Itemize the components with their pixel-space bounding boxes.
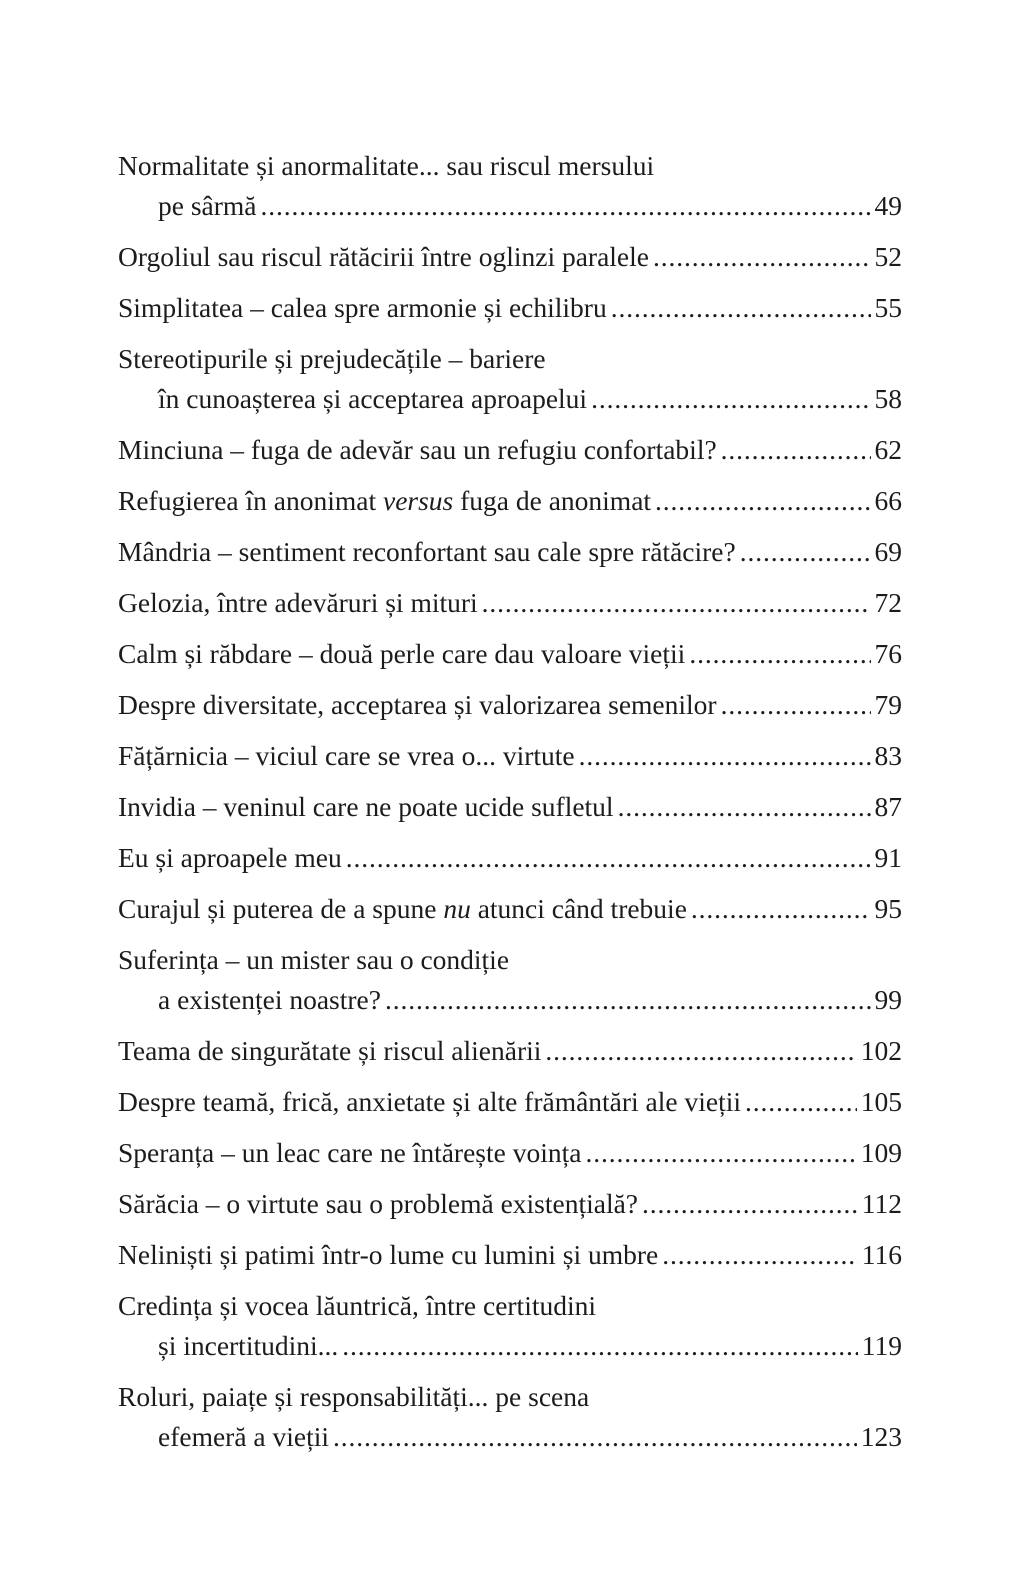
dot-leader (611, 288, 871, 328)
toc-entry-row (118, 288, 902, 328)
toc-entry-title-part: Refugierea în anonimat (118, 485, 383, 516)
toc-entry (118, 481, 902, 521)
dot-leader (342, 1326, 858, 1366)
dot-leader (545, 1031, 856, 1071)
toc-entry-title: Invidia – veninul care ne poate ucide sufletul (118, 791, 614, 822)
toc-page-number: 91 (874, 842, 902, 873)
toc-page-number: 119 (861, 1330, 902, 1361)
toc-page-number: 69 (874, 536, 902, 567)
toc-entry-title: Despre teamă, frică, anxietate și alte frământări ale vieții (118, 1086, 742, 1117)
toc-entry-row (118, 889, 902, 929)
toc-entry-title: a existenței noastre? (158, 984, 381, 1015)
toc-entry-title-italic: versus (382, 485, 454, 516)
toc-entry-title-part: atunci când trebuie (470, 893, 687, 924)
toc-entry-title: Sărăcia – o virtute sau o problemă existențială? (118, 1188, 639, 1219)
toc-entry-row (118, 685, 902, 725)
toc-entry-row (118, 379, 902, 419)
toc-entry-title: în cunoașterea și acceptarea aproapelui (158, 383, 588, 414)
dot-leader (482, 583, 871, 623)
toc-entry-title: Fățărnicia – viciul care se vrea o... virtute (118, 740, 575, 771)
dot-leader (745, 1082, 857, 1122)
toc-entry-row (118, 980, 902, 1020)
toc-page-number: 79 (874, 689, 902, 720)
dot-leader (740, 532, 871, 572)
toc-entry-title: Calm și răbdare – două perle care dau valoare vieții (118, 638, 686, 669)
toc-page-number: 112 (861, 1188, 902, 1219)
toc-entry (118, 1133, 902, 1173)
toc-entry (118, 1286, 902, 1366)
dot-leader (721, 430, 871, 470)
toc-entry-title: efemeră a vieții (158, 1421, 330, 1452)
toc-entry (118, 634, 902, 674)
toc-entry-title: Eu și aproapele meu (118, 842, 342, 873)
toc-page-number: 95 (874, 893, 902, 924)
toc-entry-row (118, 532, 902, 572)
toc-entry-row (118, 186, 902, 226)
dot-leader (691, 889, 871, 929)
toc-entry-title: pe sârmă (158, 190, 257, 221)
toc-page-number: 76 (874, 638, 902, 669)
toc-page-number: 72 (874, 587, 902, 618)
toc-entry-row (118, 1082, 902, 1122)
toc-entry-row (118, 1326, 902, 1366)
dot-leader (721, 685, 871, 725)
dot-leader (618, 787, 871, 827)
toc-entry-title (118, 889, 687, 929)
toc-entry-row (118, 1235, 902, 1275)
toc-entry (118, 787, 902, 827)
dot-leader (261, 186, 871, 226)
toc-entry (118, 532, 902, 572)
toc-entry-row (118, 1031, 902, 1071)
toc-entry (118, 1235, 902, 1275)
toc-entry (118, 1082, 902, 1122)
toc-entry-title-line1: Roluri, paiațe și responsabilități... pe scena (118, 1381, 590, 1412)
toc-entry-title-part: fuga de anonimat (453, 485, 652, 516)
toc-entry-title-line1: Suferința – un mister sau o condiție (118, 944, 510, 975)
toc-entry (118, 583, 902, 623)
toc-entry-title-part: Curajul și puterea de a spune (118, 893, 444, 924)
toc-entry (118, 838, 902, 878)
toc-entry (118, 889, 902, 929)
toc-entry-title: Teama de singurătate și riscul alienării (118, 1035, 542, 1066)
toc-page-number: 123 (860, 1421, 902, 1452)
toc-entry-title: Mândria – sentiment reconfortant sau cale spre rătăcire? (118, 536, 736, 567)
toc-entry-title: Despre diversitate, acceptarea și valorizarea semenilor (118, 689, 717, 720)
dot-leader (585, 1133, 856, 1173)
toc-entry (118, 237, 902, 277)
toc-entry-title: Speranța – un leac care ne întărește voința (118, 1137, 582, 1168)
toc-page-number: 116 (861, 1239, 902, 1270)
toc-entry-title: Neliniști și patimi într-o lume cu lumini și umbre (118, 1239, 659, 1270)
dot-leader (689, 634, 870, 674)
toc-entry-row (118, 1133, 902, 1173)
toc-entry-title-line1: Credința și vocea lăuntrică, între certitudini (118, 1290, 597, 1321)
toc-page-number: 105 (860, 1086, 902, 1117)
toc-entry-row (118, 736, 902, 776)
toc-page-number: 109 (860, 1137, 902, 1168)
toc-entry-row (118, 481, 902, 521)
toc-entry (118, 736, 902, 776)
toc-entry-title: și incertitudini... (158, 1330, 339, 1361)
toc-entry-title-line1: Normalitate și anormalitate... sau riscul mersului (118, 150, 655, 181)
toc-entry-row (118, 583, 902, 623)
toc-entry-row (118, 1417, 902, 1457)
toc-entry-title-italic: nu (443, 893, 471, 924)
toc-page-number: 87 (874, 791, 902, 822)
toc-page-number: 49 (874, 190, 902, 221)
toc-entry-title: Simplitatea – calea spre armonie și echilibru (118, 292, 607, 323)
dot-leader (655, 481, 870, 521)
dot-leader (591, 379, 870, 419)
toc-entry (118, 940, 902, 1020)
toc-entry-row (118, 430, 902, 470)
toc-page-number: 102 (860, 1035, 902, 1066)
toc-entry (118, 146, 902, 226)
toc-page-number: 99 (874, 984, 902, 1015)
toc-entry-title: Orgoliul sau riscul rătăcirii între oglinzi paralele (118, 241, 649, 272)
toc-entry (118, 1184, 902, 1224)
toc-entry-row (118, 1184, 902, 1224)
dot-leader (642, 1184, 858, 1224)
toc-entry-title: Gelozia, între adevăruri și mituri (118, 587, 478, 618)
table-of-contents (118, 146, 902, 1468)
toc-entry-title: Minciuna – fuga de adevăr sau un refugiu confortabil? (118, 434, 717, 465)
dot-leader (653, 237, 871, 277)
dot-leader (385, 980, 871, 1020)
toc-entry (118, 1377, 902, 1457)
toc-entry-row (118, 838, 902, 878)
toc-entry (118, 1031, 902, 1071)
dot-leader (662, 1235, 858, 1275)
toc-entry (118, 430, 902, 470)
toc-entry (118, 339, 902, 419)
toc-entry (118, 685, 902, 725)
toc-page-number: 66 (874, 485, 902, 516)
toc-page-number: 58 (874, 383, 902, 414)
toc-entry-title-line1: Stereotipurile și prejudecățile – bariere (118, 343, 546, 374)
toc-page-number: 83 (874, 740, 902, 771)
toc-page-number: 55 (874, 292, 902, 323)
dot-leader (579, 736, 871, 776)
toc-entry-title (118, 481, 651, 521)
dot-leader (346, 838, 871, 878)
dot-leader (333, 1417, 857, 1457)
toc-entry-row (118, 787, 902, 827)
toc-page-number: 62 (874, 434, 902, 465)
toc-entry-row (118, 634, 902, 674)
toc-entry-row (118, 237, 902, 277)
toc-page-number: 52 (874, 241, 902, 272)
toc-entry (118, 288, 902, 328)
